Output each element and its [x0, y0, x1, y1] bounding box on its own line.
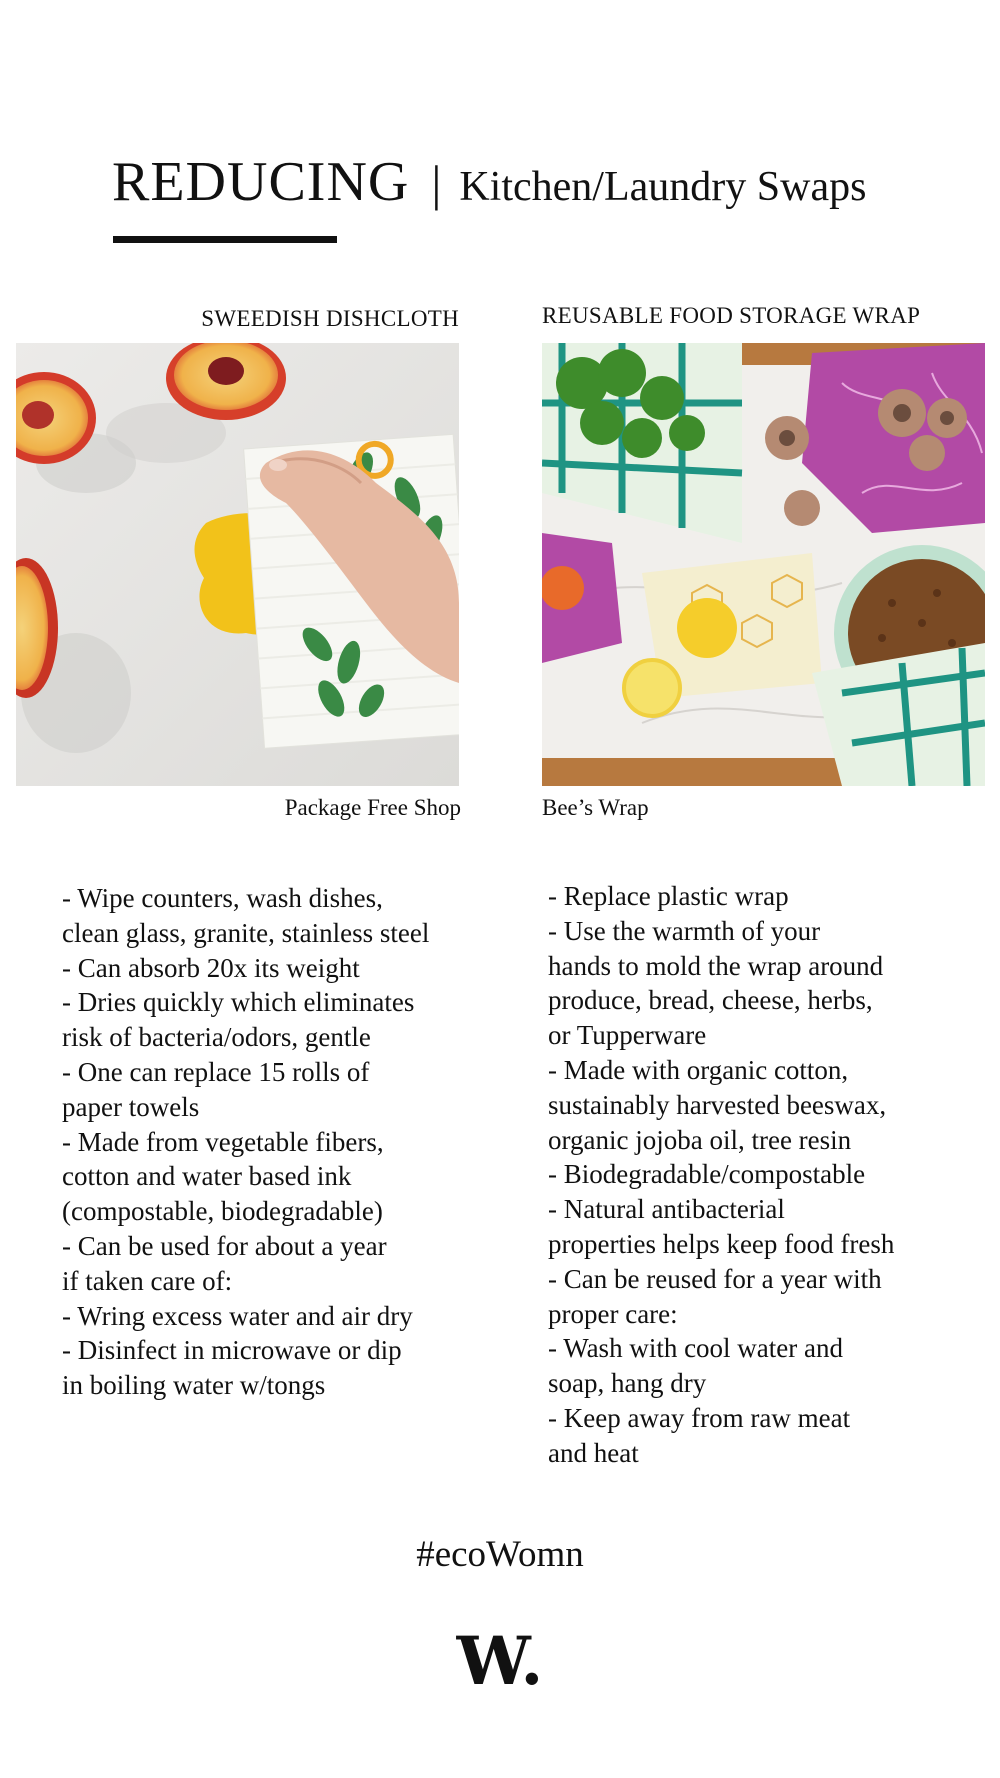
list-item: and heat: [548, 1437, 639, 1468]
list-item: soap, hang dry: [548, 1368, 707, 1399]
list-item: paper towels: [62, 1091, 200, 1122]
list-item: clean glass, granite, stainless steel: [62, 917, 430, 948]
list-item: - Made with organic cotton,: [548, 1054, 849, 1085]
title-subtitle: Kitchen/Laundry Swaps: [459, 164, 867, 210]
list-item: - One can replace 15 rolls of: [62, 1056, 370, 1087]
list-item: - Biodegradable/compostable: [548, 1159, 866, 1190]
dishcloth-label: SWEEDISH DISHCLOTH: [201, 306, 459, 331]
list-item: cotton and water based ink: [62, 1161, 352, 1192]
title-separator: |: [431, 155, 442, 211]
list-item: - Use the warmth of your: [548, 915, 821, 946]
hashtag: #ecoWomn: [416, 1534, 584, 1575]
list-item: - Wash with cool water and: [548, 1333, 843, 1364]
list-item: in boiling water w/tongs: [62, 1370, 326, 1401]
beeswax-wrap-photo: [542, 343, 985, 786]
food-wrap-label: REUSABLE FOOD STORAGE WRAP: [542, 303, 921, 328]
brand-logo: W.: [456, 1622, 544, 1700]
food-wrap-credit: Bee’s Wrap: [542, 795, 649, 820]
list-item: risk of bacteria/odors, gentle: [62, 1022, 371, 1053]
list-item: - Replace plastic wrap: [548, 881, 789, 911]
list-item: - Can be used for about a year: [62, 1230, 387, 1261]
page-title: [112, 150, 866, 214]
list-item: - Dries quickly which eliminates: [62, 987, 415, 1018]
list-item: - Keep away from raw meat: [548, 1402, 851, 1433]
list-item: hands to mold the wrap around: [548, 950, 884, 981]
list-item: sustainably harvested beeswax,: [548, 1089, 887, 1120]
title-underline: [113, 236, 337, 243]
list-item: produce, bread, cheese, herbs,: [548, 985, 873, 1016]
dishcloth-credit: Package Free Shop: [284, 795, 461, 820]
list-item: - Made from vegetable fibers,: [62, 1126, 384, 1157]
list-item: - Disinfect in microwave or dip: [62, 1335, 402, 1366]
list-item: - Natural antibacterial: [548, 1194, 785, 1225]
list-item: organic jojoba oil, tree resin: [548, 1124, 852, 1155]
list-item: (compostable, biodegradable): [62, 1196, 383, 1227]
list-item: properties helps keep food fresh: [548, 1228, 895, 1259]
list-item: proper care:: [548, 1298, 678, 1329]
list-item: - Wipe counters, wash dishes,: [62, 883, 383, 913]
list-item: - Can be reused for a year with: [548, 1263, 882, 1294]
list-item: - Can absorb 20x its weight: [62, 952, 360, 983]
list-item: or Tupperware: [548, 1020, 707, 1051]
dishcloth-photo: [16, 343, 459, 786]
list-item: - Wring excess water and air dry: [62, 1300, 413, 1331]
list-item: if taken care of:: [62, 1265, 233, 1296]
food-wrap-bullet-list: [548, 879, 968, 1471]
dishcloth-bullet-list: [62, 881, 482, 1403]
title-main: REDUCING: [112, 151, 410, 213]
